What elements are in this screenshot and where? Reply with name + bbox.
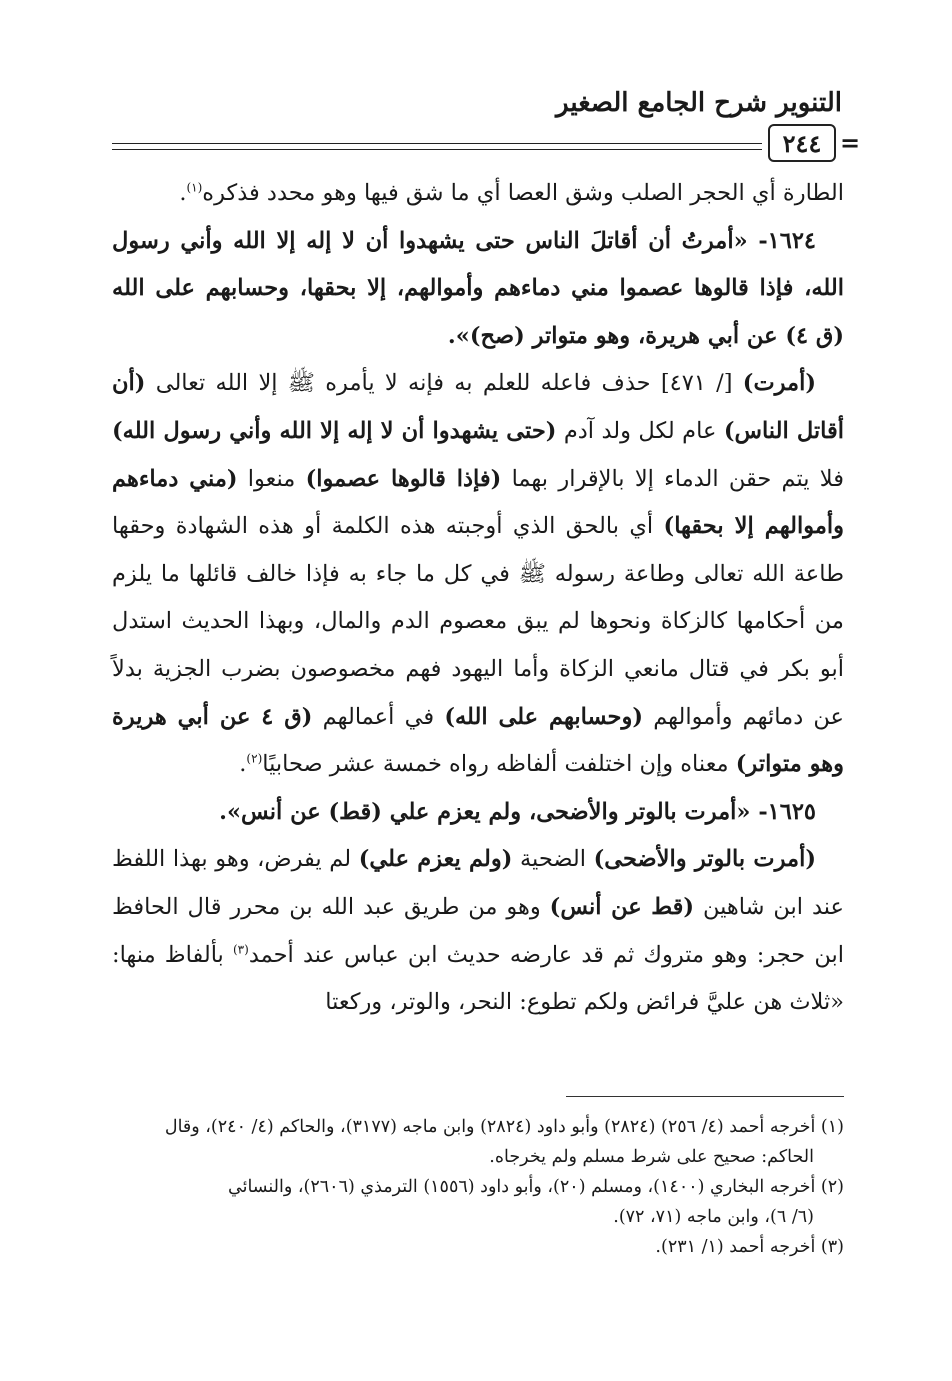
footnote-2-cont: (٦/ ٦)، وابن ماجه (٧١، ٧٢). (613, 1207, 814, 1227)
text: أي بالحق الذي أوجبته هذه الكلمة أو هذه الشهادة وحقها طاعة الله تعالى وطاعة رسوله ﷺ في كل ما جاء به فإذا خالف قائلها ما يلزم من أحكامها كالزكاة ونحوها لم يبق معصوم الدم والمال، وبهذا الحديث استدل أبو بكر في قتال مانعي الزكاة وأما اليهود فهم مخصوصون بضرب الجزية بدلاً عن دمائهم وأموالهم (112, 513, 844, 730)
header-rule-bottom (112, 149, 762, 150)
main-text (112, 170, 844, 1027)
hadith-1625: ١٦٢٥- «أمرت بالوتر والأضحى، ولم يعزم علي (قط) عن أنس». (219, 798, 816, 825)
quote: (ولم يعزم علي) (358, 846, 513, 873)
footnote-ref-3: (٣) (232, 942, 249, 956)
footnote-1-cont: الحاكم: صحيح على شرط مسلم ولم يخرجاه. (489, 1147, 814, 1167)
header-ornament: = (840, 128, 861, 157)
paragraph-intro: الطارة أي الحجر الصلب وشق العصا أي ما شق فيها وهو محدد فذكره$^{(١)}$. (179, 180, 844, 206)
page-number: ٢٤٤ (782, 128, 822, 158)
footnote-1: (١) أخرجه أحمد (٤/ ٢٥٦) (٢٨٢٤) وأبو داود (٢٨٢٤) وابن ماجه (٣١٧٧)، والحاكم (٤/ ٢٤٠)، وقال (164, 1117, 844, 1137)
footnote-2: (٢) أخرجه البخاري (١٤٠٠)، ومسلم (٢٠)، وأبو داود (١٥٥٦) الترمذي (٢٦٠٦)، والنسائي (228, 1177, 844, 1197)
header-rule-top (112, 143, 762, 144)
quote: (أمرت) (742, 370, 816, 397)
text: بألفاظ منها: «ثلاث هن عليَّ فرائض ولكم تطوع: النحر، والوتر، وركعتا (112, 941, 844, 1016)
footnote-separator (566, 1096, 844, 1097)
footnote-3: (٣) أخرجه أحمد (١/ ٢٣١). (655, 1237, 844, 1257)
text: وهو من طريق عبد الله بن محرر قال الحافظ ابن حجر: وهو متروك ثم قد عارضه حديث ابن عباس عند أحمد (112, 893, 844, 968)
footnote-ref-2: (٢) (246, 751, 263, 766)
page-number-box (768, 124, 836, 162)
quote: (قط عن أنس) (549, 893, 695, 920)
text: لم يفرض، وهو بهذا اللفظ عند ابن شاهين (112, 846, 844, 920)
text: [/ ٤٧١] حذف فاعله للعلم به فإنه لا يأمره ﷺ إلا الله تعالى (145, 370, 743, 397)
quote: (مني دماءهم وأموالهم إلا بحقها) (112, 465, 844, 540)
footnotes (108, 1112, 844, 1262)
running-header-title: التنوير شرح الجامع الصغير (556, 88, 842, 118)
footnote-ref-1: (١) (186, 180, 203, 195)
quote: (فإذا قالوها عصموا) (305, 465, 502, 492)
quote: (ق ٤ عن أبي هريرة وهو متواتر) (112, 703, 844, 778)
hadith-1624-number: ١٦٢٤- (747, 227, 816, 254)
quote: (أن أقاتل الناس) (112, 370, 844, 444)
text: عام لكل ولد آدم (556, 417, 724, 444)
intro-text: الطارة أي الحجر الصلب وشق العصا أي ما شق فيها وهو محدد فذكره (202, 180, 844, 206)
text: فلا يتم حقن الدماء إلا بالإقرار بهما (501, 465, 844, 492)
commentary-1624: (أمرت) [/ ٤٧١] حذف فاعله للعلم به فإنه لا يأمره ﷺ إلا الله تعالى (أن أقاتل الناس) عام لكل ولد آدم (حتى يشهدوا أن لا إله إلا الله وأني رسول الله) فلا يتم حقن الدماء إلا بالإقرار بهما (فإذا قالوها عصموا) منعوا (مني دماءهم وأموالهم إلا بحقها) أي بالحق الذي أوجبته هذه الكلمة أو هذه الشهادة وحقها طاعة الله تعالى وطاعة رسوله ﷺ في كل ما جاء به فإذا خالف قائلها ما يلزم من أحكامها كالزكاة ونحوها لم يبق معصوم الدم والمال، وبهذا الحديث استدل أبو بكر في قتال مانعي الزكاة وأما اليهود فهم مخصوصون بضرب الجزية بدلاً عن دمائهم وأموالهم (وحسابهم على الله) في أعمالهم (ق ٤ عن أبي هريرة وهو متواتر) معناه وإن اختلفت ألفاظه رواه خمسة عشر صحابيًا$^{(٢)}$. (112, 370, 844, 778)
text: منعوا (237, 465, 306, 492)
quote: (حتى يشهدوا أن لا إله إلا الله وأني رسول الله) (112, 417, 557, 444)
commentary-1625 (112, 836, 844, 1026)
hadith-1624-text: «أمرتُ أن أقاتلَ الناس حتى يشهدوا أن لا إله إلا الله وأني رسول الله، فإذا قالوها عصموا مني دماءهم وأموالهم، إلا بحقها، وحسابهم على الله (ق ٤) عن أبي هريرة، وهو متواتر (صح)» (112, 227, 844, 349)
text: معناه وإن اختلفت ألفاظه رواه خمسة عشر صحابيًا (262, 751, 736, 778)
quote: (أمرت بالوتر والأضحى) (593, 846, 816, 873)
hadith-1625-text: «أمرت بالوتر والأضحى، ولم يعزم علي (قط) عن أنس» (226, 798, 751, 825)
text: الضحية (512, 846, 594, 873)
text: في أعمالهم (312, 703, 445, 730)
hadith-1624: ١٦٢٤- «أمرتُ أن أقاتلَ الناس حتى يشهدوا أن لا إله إلا الله وأني رسول الله، فإذا قالوها عصموا مني دماءهم وأموالهم، إلا بحقها، وحسابهم على الله (ق ٤) عن أبي هريرة، وهو متواتر (صح)». (112, 227, 844, 349)
quote: (وحسابهم على الله) (444, 703, 643, 730)
hadith-1625-number: ١٦٢٥- (750, 798, 816, 825)
